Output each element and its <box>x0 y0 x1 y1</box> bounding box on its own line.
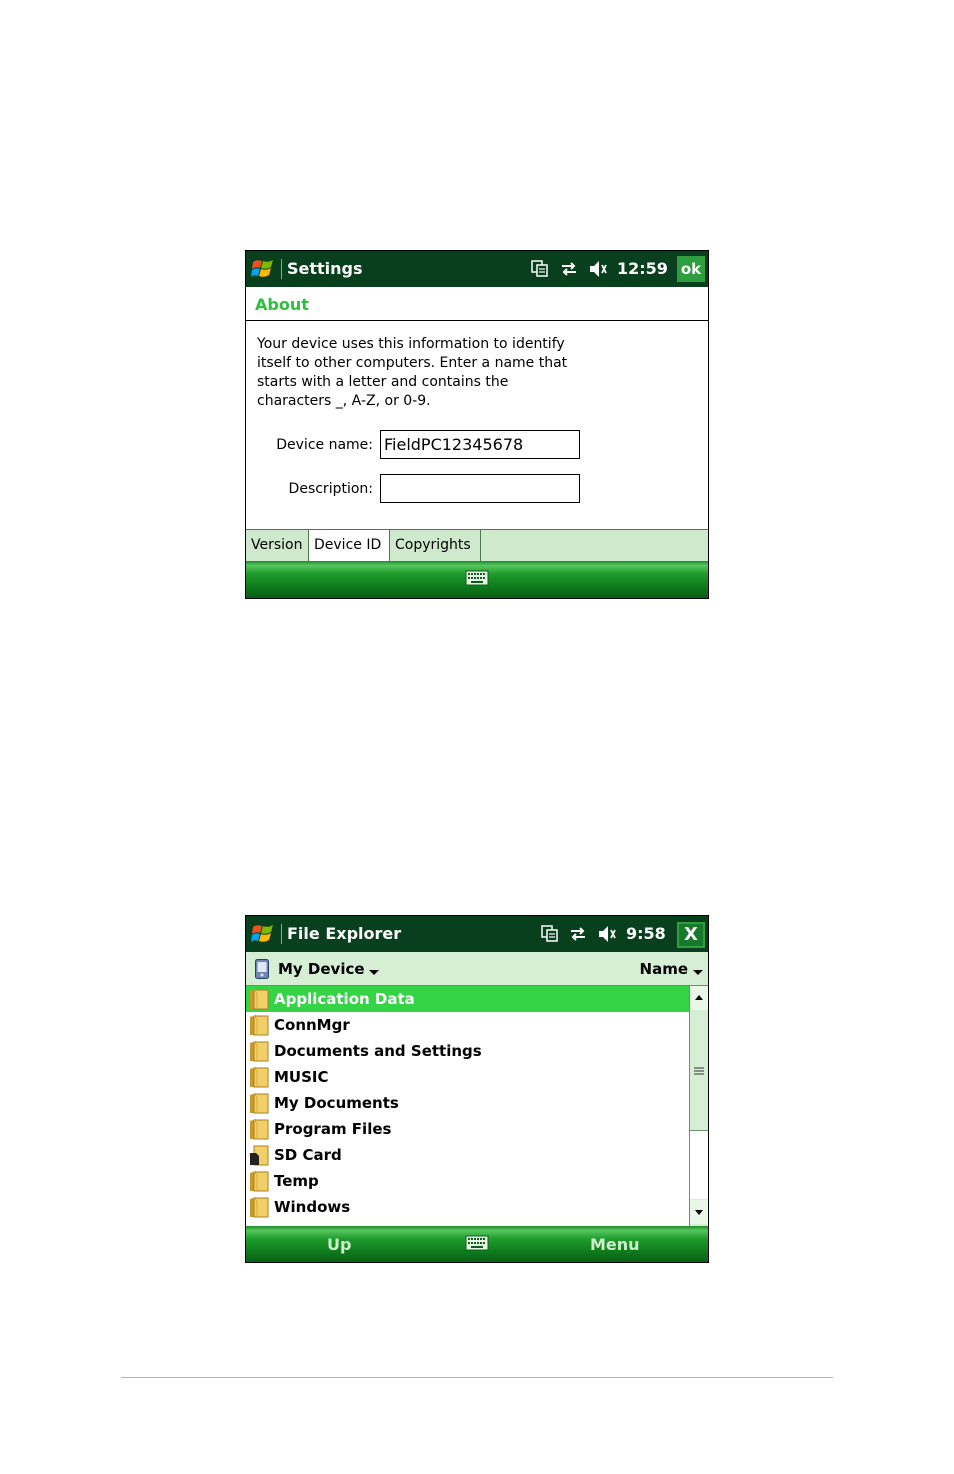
tab-version[interactable]: Version <box>246 530 309 561</box>
list-item[interactable] <box>246 1194 689 1220</box>
sync-icon[interactable] <box>540 924 560 944</box>
scroll-down-button[interactable] <box>690 1200 708 1224</box>
scroll-down-arrow-icon <box>690 1200 708 1224</box>
folder-icon <box>248 1196 270 1218</box>
tab-device-id[interactable]: Device ID <box>309 530 390 561</box>
title-bar <box>246 251 708 287</box>
folder-icon <box>248 1040 270 1062</box>
soft-key-bar <box>246 561 708 598</box>
grip-icon <box>690 1012 708 1130</box>
windows-start-icon[interactable] <box>251 922 275 946</box>
keyboard-icon[interactable] <box>465 1235 489 1251</box>
tab-copyrights[interactable]: Copyrights <box>390 530 481 561</box>
window-title: Settings <box>287 259 363 278</box>
location-dropdown-arrow-icon[interactable] <box>369 970 379 975</box>
about-description <box>257 335 587 411</box>
scroll-up-arrow-icon <box>690 986 708 1010</box>
list-item[interactable] <box>246 1116 689 1142</box>
sync-icon[interactable] <box>530 259 550 279</box>
item-label: Temp <box>274 1172 319 1190</box>
clock[interactable]: 12:59 <box>617 259 668 278</box>
keyboard-icon[interactable] <box>465 570 489 586</box>
sd-card-folder-icon <box>248 1144 270 1166</box>
folder-icon <box>248 1118 270 1140</box>
folder-icon <box>248 1092 270 1114</box>
up-soft-key[interactable]: Up <box>327 1235 352 1254</box>
list-item[interactable] <box>246 1142 689 1168</box>
description-input[interactable] <box>380 474 580 503</box>
close-button[interactable]: X <box>677 922 705 948</box>
sort-dropdown-arrow-icon[interactable] <box>693 970 703 975</box>
list-item[interactable] <box>246 986 689 1012</box>
list-item[interactable] <box>246 1012 689 1038</box>
item-label: Application Data <box>274 990 415 1008</box>
item-label: ConnMgr <box>274 1016 350 1034</box>
page-footer-rule <box>121 1377 833 1378</box>
intro-line: starts with a letter and contains the <box>257 374 509 390</box>
title-bar <box>246 916 708 952</box>
title-separator <box>281 259 282 279</box>
description-label: Description: <box>288 481 373 497</box>
list-item[interactable] <box>246 1090 689 1116</box>
list-item[interactable] <box>246 1064 689 1090</box>
item-label: Windows <box>274 1198 351 1216</box>
scroll-thumb[interactable] <box>690 1012 708 1131</box>
item-label: MUSIC <box>274 1068 329 1086</box>
list-item[interactable] <box>246 1038 689 1064</box>
folder-icon <box>248 1014 270 1036</box>
location-dropdown[interactable]: My Device <box>278 960 365 978</box>
scroll-up-button[interactable] <box>690 986 708 1010</box>
intro-line: characters _, A-Z, or 0-9. <box>257 393 431 409</box>
intro-line: Your device uses this information to identify <box>257 336 565 352</box>
connectivity-icon[interactable] <box>559 259 579 279</box>
list-item[interactable] <box>246 1168 689 1194</box>
window-title: File Explorer <box>287 924 402 943</box>
clock[interactable]: 9:58 <box>626 924 666 943</box>
intro-line: itself to other computers. Enter a name that <box>257 355 568 371</box>
item-label: Program Files <box>274 1120 392 1138</box>
section-title: About <box>255 295 309 314</box>
vertical-scrollbar[interactable] <box>689 986 708 1226</box>
volume-muted-icon[interactable] <box>588 259 608 279</box>
folder-icon <box>248 988 270 1010</box>
sort-dropdown[interactable]: Name <box>639 960 688 978</box>
about-header <box>246 287 708 321</box>
tab-bar <box>246 529 708 561</box>
folder-icon <box>248 1066 270 1088</box>
soft-key-bar <box>246 1226 708 1263</box>
file-explorer-screen <box>245 915 709 1263</box>
windows-start-icon[interactable] <box>251 257 275 281</box>
device-icon <box>255 959 269 979</box>
settings-about-screen <box>245 250 709 599</box>
title-separator <box>281 924 282 944</box>
item-label: My Documents <box>274 1094 399 1112</box>
item-label: Documents and Settings <box>274 1042 482 1060</box>
item-label: SD Card <box>274 1146 342 1164</box>
ok-button[interactable]: ok <box>677 256 705 282</box>
connectivity-icon[interactable] <box>568 924 588 944</box>
menu-soft-key[interactable]: Menu <box>590 1235 640 1254</box>
file-list <box>246 986 689 1226</box>
scroll-track[interactable] <box>690 1131 708 1199</box>
volume-muted-icon[interactable] <box>597 924 617 944</box>
device-name-label: Device name: <box>276 437 373 453</box>
folder-icon <box>248 1170 270 1192</box>
device-name-input[interactable]: FieldPC12345678 <box>380 430 580 459</box>
location-bar <box>246 952 708 986</box>
